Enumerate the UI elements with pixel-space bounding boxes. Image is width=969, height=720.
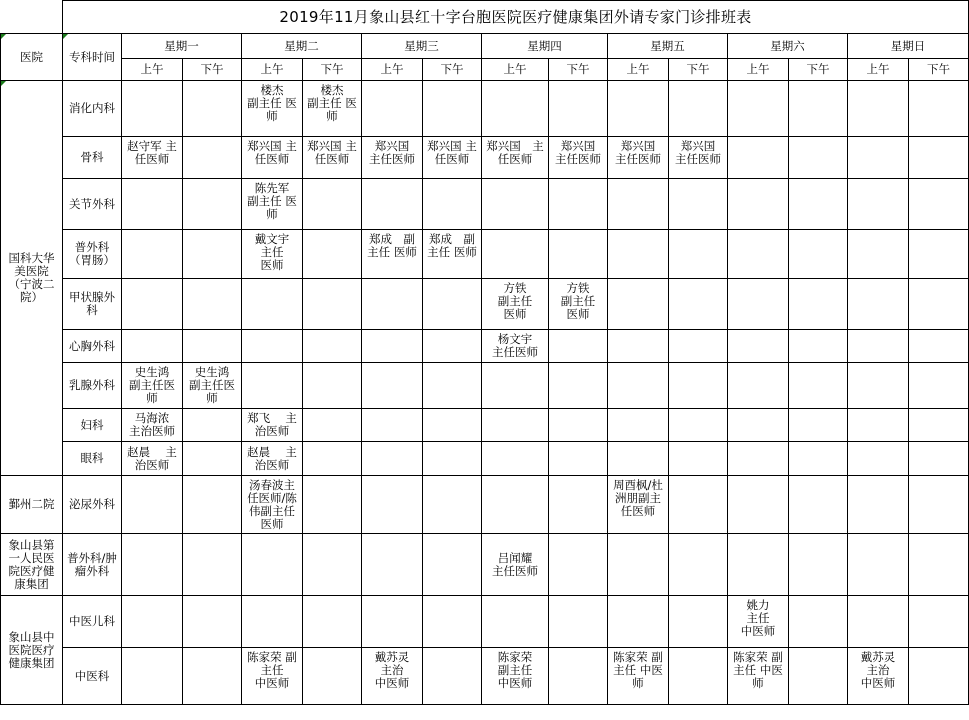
am-header: 上午	[122, 59, 183, 81]
schedule-cell	[669, 648, 728, 705]
schedule-cell	[549, 409, 608, 442]
schedule-cell	[728, 279, 789, 330]
am-header: 上午	[242, 59, 303, 81]
schedule-cell	[608, 596, 669, 648]
schedule-cell	[122, 442, 183, 476]
schedule-cell	[608, 179, 669, 230]
corner-cell	[1, 1, 63, 34]
day-header: 星期一	[122, 34, 242, 59]
schedule-cell	[423, 179, 482, 230]
schedule-cell	[789, 409, 848, 442]
schedule-cell	[122, 81, 183, 137]
schedule-cell	[848, 442, 909, 476]
schedule-cell	[909, 534, 969, 596]
schedule-row	[1, 81, 969, 137]
schedule-cell	[362, 279, 423, 330]
schedule-cell	[848, 534, 909, 596]
pm-header: 下午	[789, 59, 848, 81]
schedule-cell	[303, 179, 362, 230]
schedule-cell	[242, 596, 303, 648]
schedule-cell	[848, 81, 909, 137]
schedule-cell	[303, 476, 362, 534]
schedule-cell	[482, 279, 549, 330]
schedule-cell	[482, 476, 549, 534]
schedule-cell	[789, 137, 848, 179]
schedule-cell	[242, 230, 303, 279]
doctor-entry: 郑兴国 主任医师	[247, 139, 297, 166]
schedule-cell	[242, 648, 303, 705]
schedule-cell	[362, 81, 423, 137]
schedule-cell	[482, 137, 549, 179]
schedule-cell	[728, 137, 789, 179]
doctor-entry: 郑成 副主任 医师	[367, 232, 417, 259]
schedule-cell	[242, 137, 303, 179]
schedule-cell	[549, 648, 608, 705]
doctor-entry: 戴文宇 主任 医师	[254, 232, 290, 272]
department-cell: 妇科	[63, 409, 122, 442]
schedule-cell	[549, 363, 608, 409]
doctor-entry: 陈家荣 副主任 中医师	[497, 650, 533, 690]
schedule-cell	[242, 363, 303, 409]
schedule-cell	[183, 137, 242, 179]
schedule-cell	[728, 179, 789, 230]
schedule-cell	[608, 279, 669, 330]
schedule-cell	[728, 330, 789, 363]
department-cell: 关节外科	[63, 179, 122, 230]
schedule-row	[1, 230, 969, 279]
schedule-cell	[848, 476, 909, 534]
schedule-cell	[848, 230, 909, 279]
schedule-cell	[909, 179, 969, 230]
schedule-cell	[303, 442, 362, 476]
schedule-cell	[789, 534, 848, 596]
doctor-entry: 赵守军 主任医师	[127, 139, 177, 166]
schedule-cell	[728, 363, 789, 409]
schedule-cell	[848, 596, 909, 648]
schedule-cell	[122, 409, 183, 442]
schedule-cell	[423, 534, 482, 596]
schedule-cell	[728, 476, 789, 534]
doctor-entry: 郑兴国 主任医师	[427, 139, 477, 166]
day-header: 星期五	[608, 34, 728, 59]
schedule-cell	[183, 230, 242, 279]
schedule-cell	[789, 476, 848, 534]
schedule-cell	[909, 476, 969, 534]
dept-time-header: 专科时间	[63, 34, 122, 81]
schedule-cell	[549, 137, 608, 179]
doctor-entry: 周酉枫/杜洲朋副主任医师	[613, 478, 663, 518]
department-cell: 中医儿科	[63, 596, 122, 648]
schedule-cell	[303, 409, 362, 442]
schedule-cell	[303, 137, 362, 179]
schedule-row	[1, 279, 969, 330]
doctor-entry: 郑飞 主治医师	[247, 411, 297, 438]
schedule-cell	[669, 179, 728, 230]
schedule-cell	[728, 230, 789, 279]
doctor-entry: 汤春波主任医师/陈伟副主任医师	[247, 478, 297, 531]
doctor-entry: 郑兴国 主任医师	[675, 139, 721, 166]
schedule-cell	[242, 476, 303, 534]
schedule-cell	[303, 534, 362, 596]
doctor-entry: 郑兴国 主任医师	[555, 139, 601, 166]
doctor-entry: 马海浓 主治医师	[129, 411, 175, 438]
doctor-entry: 方铁 副主任 医师	[497, 281, 533, 321]
schedule-cell	[423, 279, 482, 330]
schedule-cell	[362, 442, 423, 476]
schedule-cell	[909, 648, 969, 705]
schedule-cell	[183, 363, 242, 409]
schedule-cell	[423, 409, 482, 442]
doctor-entry: 陈先军 副主任 医师	[247, 181, 297, 221]
schedule-cell	[728, 442, 789, 476]
schedule-cell	[482, 648, 549, 705]
schedule-cell	[183, 409, 242, 442]
schedule-cell	[669, 137, 728, 179]
schedule-cell	[122, 137, 183, 179]
am-header: 上午	[728, 59, 789, 81]
schedule-cell	[608, 476, 669, 534]
schedule-cell	[608, 81, 669, 137]
doctor-entry: 方铁 副主任 医师	[560, 281, 596, 321]
department-cell: 眼科	[63, 442, 122, 476]
schedule-cell	[482, 179, 549, 230]
schedule-cell	[728, 409, 789, 442]
schedule-cell	[303, 648, 362, 705]
schedule-cell	[909, 279, 969, 330]
schedule-cell	[669, 596, 728, 648]
am-header: 上午	[608, 59, 669, 81]
hospital-cell: 象山县第一人民医院医疗健康集团	[1, 534, 63, 596]
schedule-cell	[669, 476, 728, 534]
doctor-entry: 史生鸿 副主任医师	[189, 365, 235, 405]
schedule-cell	[549, 534, 608, 596]
schedule-cell	[362, 230, 423, 279]
schedule-cell	[303, 363, 362, 409]
am-header: 上午	[482, 59, 549, 81]
schedule-cell	[183, 442, 242, 476]
schedule-cell	[303, 81, 362, 137]
day-header: 星期六	[728, 34, 848, 59]
schedule-cell	[122, 279, 183, 330]
department-cell: 普外科/肿瘤外科	[63, 534, 122, 596]
department-cell: 骨科	[63, 137, 122, 179]
schedule-row	[1, 363, 969, 409]
doctor-entry: 楼杰 副主任 医师	[307, 83, 357, 123]
schedule-cell	[183, 330, 242, 363]
schedule-cell	[482, 409, 549, 442]
schedule-cell	[909, 596, 969, 648]
schedule-cell	[122, 179, 183, 230]
schedule-cell	[183, 534, 242, 596]
schedule-cell	[909, 330, 969, 363]
schedule-cell	[482, 81, 549, 137]
schedule-cell	[242, 409, 303, 442]
schedule-cell	[303, 330, 362, 363]
schedule-cell	[549, 230, 608, 279]
doctor-entry: 赵晨 主治医师	[247, 444, 297, 472]
schedule-cell	[122, 230, 183, 279]
department-cell: 心胸外科	[63, 330, 122, 363]
schedule-cell	[183, 596, 242, 648]
schedule-cell	[728, 596, 789, 648]
schedule-cell	[242, 81, 303, 137]
schedule-cell	[122, 476, 183, 534]
schedule-cell	[303, 279, 362, 330]
schedule-cell	[789, 179, 848, 230]
schedule-cell	[608, 534, 669, 596]
schedule-cell	[608, 442, 669, 476]
schedule-cell	[909, 81, 969, 137]
schedule-cell	[242, 442, 303, 476]
hospital-cell: 象山县中医院医疗健康集团	[1, 596, 63, 705]
schedule-cell	[242, 179, 303, 230]
department-cell: 乳腺外科	[63, 363, 122, 409]
doctor-entry: 杨文宇 主任医师	[492, 332, 538, 359]
doctor-entry: 陈家荣 副主任 中医师	[733, 650, 783, 690]
schedule-cell	[423, 230, 482, 279]
schedule-cell	[549, 476, 608, 534]
schedule-cell	[789, 363, 848, 409]
schedule-cell	[423, 596, 482, 648]
schedule-cell	[242, 279, 303, 330]
schedule-cell	[848, 137, 909, 179]
schedule-cell	[848, 279, 909, 330]
doctor-entry: 郑兴国 主任医师	[307, 139, 357, 166]
schedule-row	[1, 534, 969, 596]
pm-header: 下午	[303, 59, 362, 81]
schedule-cell	[362, 648, 423, 705]
schedule-row	[1, 476, 969, 534]
schedule-row	[1, 409, 969, 442]
pm-header: 下午	[183, 59, 242, 81]
schedule-cell	[669, 442, 728, 476]
pm-header: 下午	[423, 59, 482, 81]
schedule-cell	[669, 409, 728, 442]
schedule-cell	[183, 648, 242, 705]
schedule-cell	[669, 279, 728, 330]
doctor-entry: 郑兴国 主任医师	[615, 139, 661, 166]
schedule-cell	[549, 179, 608, 230]
schedule-cell	[242, 330, 303, 363]
sheet-title: 2019年11月象山县红十字台胞医院医疗健康集团外请专家门诊排班表	[63, 1, 969, 34]
doctor-entry: 郑成 副主任 医师	[427, 232, 477, 259]
doctor-entry: 陈家荣 副主任 中医师	[247, 650, 297, 690]
schedule-cell	[848, 409, 909, 442]
schedule-cell	[423, 442, 482, 476]
schedule-cell	[183, 279, 242, 330]
pm-header: 下午	[669, 59, 728, 81]
schedule-cell	[482, 596, 549, 648]
schedule-cell	[669, 363, 728, 409]
doctor-entry: 陈家荣 副主任 中医师	[613, 650, 663, 690]
schedule-cell	[608, 363, 669, 409]
schedule-cell	[362, 534, 423, 596]
schedule-cell	[482, 330, 549, 363]
schedule-cell	[362, 363, 423, 409]
schedule-row	[1, 179, 969, 230]
schedule-cell	[303, 596, 362, 648]
schedule-cell	[728, 648, 789, 705]
am-header: 上午	[848, 59, 909, 81]
schedule-cell	[728, 534, 789, 596]
doctor-entry: 戴苏灵 主治 中医师	[374, 650, 410, 690]
doctor-entry: 史生鸿 副主任医师	[129, 365, 175, 405]
hospital-cell: 国科大华美医院（宁波二院）	[1, 81, 63, 476]
schedule-cell	[909, 409, 969, 442]
schedule-cell	[482, 363, 549, 409]
schedule-row	[1, 330, 969, 363]
department-cell: 泌尿外科	[63, 476, 122, 534]
schedule-cell	[789, 648, 848, 705]
schedule-cell	[608, 230, 669, 279]
schedule-cell	[789, 230, 848, 279]
schedule-cell	[423, 81, 482, 137]
schedule-cell	[183, 81, 242, 137]
schedule-cell	[848, 648, 909, 705]
schedule-cell	[549, 81, 608, 137]
doctor-entry: 吕闻耀 主任医师	[492, 550, 538, 578]
schedule-row	[1, 442, 969, 476]
department-cell: 甲状腺外科	[63, 279, 122, 330]
schedule-cell	[669, 81, 728, 137]
schedule-cell	[549, 596, 608, 648]
schedule-cell	[423, 476, 482, 534]
schedule-cell	[122, 330, 183, 363]
schedule-cell	[669, 330, 728, 363]
schedule-cell	[122, 596, 183, 648]
schedule-cell	[789, 442, 848, 476]
schedule-cell	[789, 330, 848, 363]
schedule-cell	[549, 330, 608, 363]
schedule-cell	[848, 330, 909, 363]
doctor-entry: 赵晨 主治医师	[127, 444, 177, 472]
schedule-cell	[423, 330, 482, 363]
schedule-cell	[728, 81, 789, 137]
schedule-cell	[608, 330, 669, 363]
schedule-cell	[362, 476, 423, 534]
am-header: 上午	[362, 59, 423, 81]
department-cell: 消化内科	[63, 81, 122, 137]
schedule-cell	[909, 230, 969, 279]
department-cell: 中医科	[63, 648, 122, 705]
schedule-cell	[423, 648, 482, 705]
schedule-cell	[669, 230, 728, 279]
schedule-cell	[848, 363, 909, 409]
hospital-cell: 鄞州二院	[1, 476, 63, 534]
day-header: 星期二	[242, 34, 362, 59]
schedule-cell	[669, 534, 728, 596]
schedule-cell	[122, 363, 183, 409]
doctor-entry: 楼杰 副主任 医师	[247, 83, 297, 123]
schedule-cell	[122, 648, 183, 705]
schedule-cell	[608, 409, 669, 442]
schedule-cell	[423, 363, 482, 409]
hospital-header: 医院	[1, 34, 63, 81]
schedule-cell	[362, 596, 423, 648]
schedule-cell	[183, 476, 242, 534]
doctor-entry: 郑兴国 主任医师	[486, 139, 544, 166]
schedule-cell	[482, 442, 549, 476]
schedule-cell	[482, 534, 549, 596]
schedule-cell	[362, 409, 423, 442]
schedule-cell	[909, 363, 969, 409]
schedule-cell	[183, 179, 242, 230]
doctor-entry: 姚力 主任 中医师	[740, 598, 776, 638]
schedule-row	[1, 596, 969, 648]
schedule-cell	[848, 179, 909, 230]
schedule-cell	[362, 330, 423, 363]
schedule-cell	[608, 137, 669, 179]
day-header: 星期三	[362, 34, 482, 59]
schedule-cell	[362, 179, 423, 230]
schedule-cell	[608, 648, 669, 705]
pm-header: 下午	[909, 59, 969, 81]
schedule-cell	[789, 596, 848, 648]
schedule-cell	[303, 230, 362, 279]
schedule-cell	[423, 137, 482, 179]
pm-header: 下午	[549, 59, 608, 81]
schedule-cell	[362, 137, 423, 179]
doctor-entry: 郑兴国 主任医师	[369, 139, 415, 166]
doctor-entry: 戴苏灵 主治 中医师	[860, 650, 896, 690]
schedule-cell	[789, 81, 848, 137]
schedule-row	[1, 648, 969, 705]
schedule-cell	[909, 137, 969, 179]
department-cell: 普外科（胃肠）	[63, 230, 122, 279]
schedule-cell	[789, 279, 848, 330]
schedule-cell	[122, 534, 183, 596]
schedule-row	[1, 137, 969, 179]
schedule-cell	[482, 230, 549, 279]
day-header: 星期四	[482, 34, 608, 59]
day-header: 星期日	[848, 34, 969, 59]
schedule-cell	[549, 442, 608, 476]
schedule-cell	[242, 534, 303, 596]
schedule-cell	[909, 442, 969, 476]
schedule-cell	[549, 279, 608, 330]
